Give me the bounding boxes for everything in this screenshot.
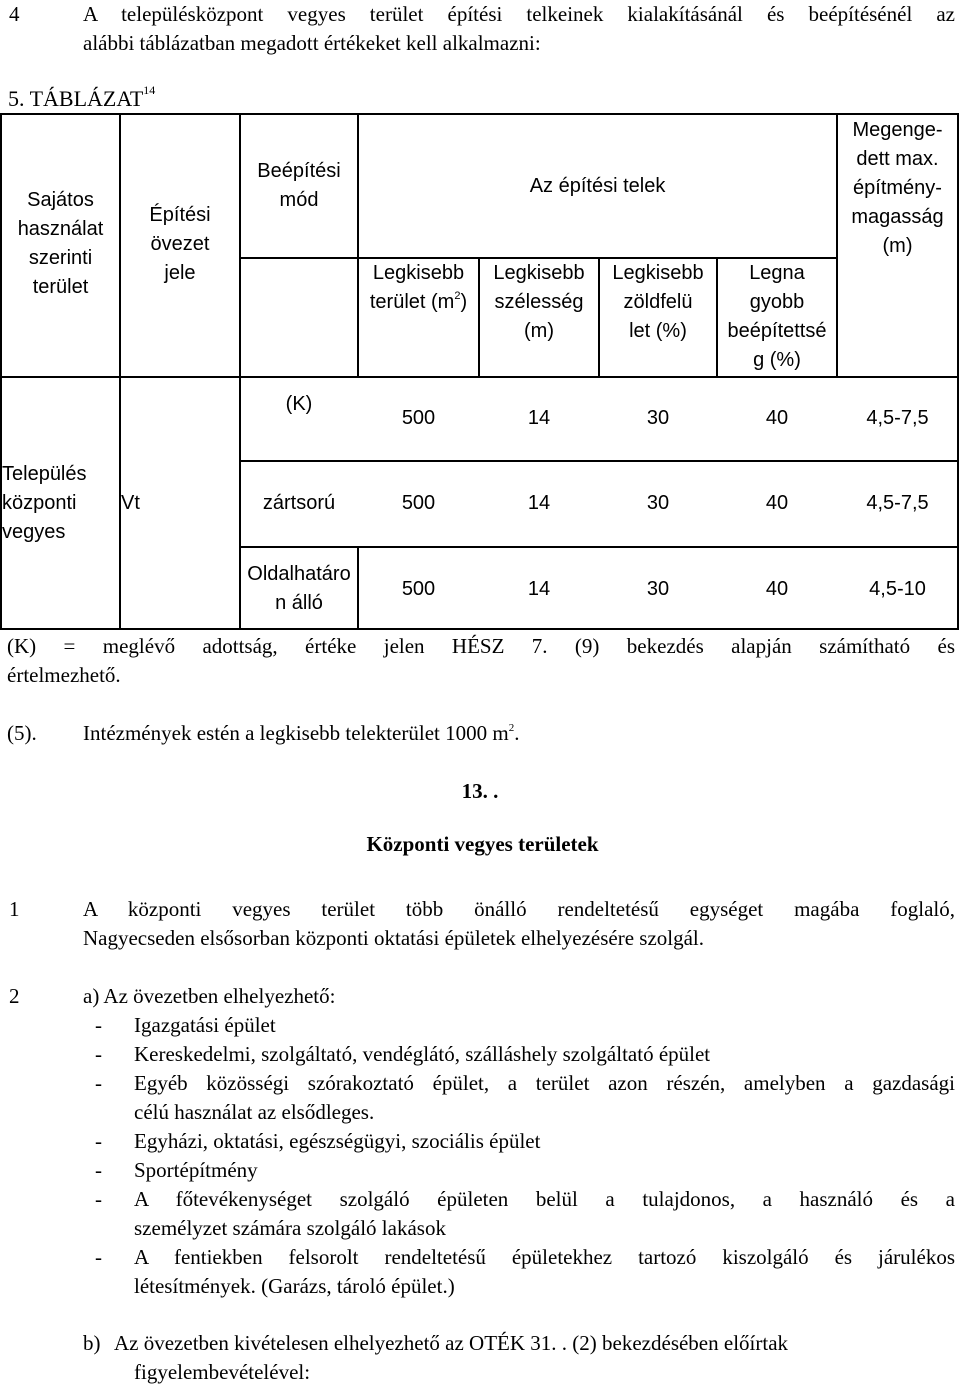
header-text: magasság — [851, 206, 944, 228]
table-title — [8, 84, 155, 113]
list-item-text: Egyéb közösségi szórakoztató épület, a terület azon részén, amelyben a gazdasági — [134, 1071, 955, 1095]
p2-b-line-1: Az övezetben kivételesen elhelyezhető az OTÉK 31. . (2) bekezdésében előírtak — [114, 1331, 789, 1355]
header-epitesi-ovezet — [121, 201, 239, 288]
note-5-tail: . — [514, 721, 520, 745]
header-text: használat — [17, 218, 104, 240]
superscript: 2 — [454, 290, 461, 302]
header-text — [359, 288, 478, 317]
paragraph-number: 4 — [9, 2, 20, 26]
mode-text: Oldalhatáro — [247, 563, 351, 585]
list-dash: - — [95, 1013, 102, 1037]
superscript: 2 — [508, 722, 515, 734]
list-item-text-cont: célú használat az elsődleges. — [134, 1100, 375, 1124]
header-text-part: terület (m — [369, 291, 455, 313]
paragraph-number: 1 — [9, 897, 20, 921]
note-k-line-2: értelmezhető. — [7, 663, 121, 687]
header-text: dett max. — [856, 148, 939, 170]
list-item-text-cont: létesítmények. (Garázs, tároló épület.) — [134, 1274, 455, 1298]
header-legkisebb-zoldfelulet — [600, 259, 716, 346]
value-szelesseg: 14 — [527, 578, 551, 600]
table-rule — [0, 113, 959, 115]
value-zoldfelulet: 30 — [646, 578, 670, 600]
intro-line-2: alábbi táblázatban megadott értékeket kell alkalmazni: — [83, 31, 541, 55]
mode-cell: (K) — [285, 393, 313, 415]
mode-cell: zártsorú — [262, 492, 336, 514]
header-text: Beépítési — [257, 160, 341, 182]
list-dash: - — [95, 1187, 102, 1211]
table-rule — [357, 113, 359, 378]
table-title-label: 5. TÁBLÁZAT — [8, 86, 144, 111]
header-text: zöldfelü — [623, 291, 693, 313]
header-text: Legna — [749, 262, 805, 284]
header-sajatos-hasznalat — [2, 186, 119, 302]
value-magassag: 4,5-7,5 — [866, 492, 929, 514]
list-dash: - — [95, 1158, 102, 1182]
p2-a-label: a) Az övezetben elhelyezhető: — [83, 984, 336, 1008]
header-text: építmény- — [853, 177, 942, 199]
value-zoldfelulet: 30 — [646, 407, 670, 429]
list-item-text: Igazgatási épület — [134, 1013, 276, 1037]
p2-b-label: b) — [83, 1331, 101, 1355]
mode-cell — [241, 560, 357, 618]
value-terulet: 500 — [401, 578, 436, 600]
value-beepitettseg: 40 — [765, 407, 789, 429]
area-text: központi — [2, 492, 77, 514]
value-magassag: 4,5-7,5 — [866, 407, 929, 429]
value-beepitettseg: 40 — [765, 578, 789, 600]
header-text: Legkisebb — [612, 262, 704, 284]
note-5-number: (5). — [7, 721, 37, 745]
header-legnagyobb-beepitettseg — [718, 259, 836, 375]
header-text-part: ) — [460, 291, 468, 313]
header-text: mód — [279, 189, 319, 211]
table-title-footnote: 14 — [143, 83, 156, 97]
list-dash: - — [95, 1245, 102, 1269]
value-terulet: 500 — [401, 492, 436, 514]
note-5-text — [83, 719, 519, 748]
list-dash: - — [95, 1042, 102, 1066]
header-text: terület — [32, 276, 89, 298]
zone-cell: Vt — [121, 492, 140, 514]
mode-text: n álló — [275, 592, 323, 614]
table-rule — [240, 460, 959, 462]
header-text: let (%) — [629, 320, 687, 342]
header-megengedett-magassag — [838, 116, 957, 261]
header-text: g (%) — [753, 349, 801, 371]
section-title: Központi vegyes területek — [366, 832, 599, 856]
table-rule — [240, 546, 959, 548]
header-text: beépítettsé — [727, 320, 827, 342]
area-cell — [2, 460, 87, 547]
list-item-text: Sportépítmény — [134, 1158, 258, 1182]
list-item-text: Kereskedelmi, szolgáltató, vendéglátó, szálláshely szolgáltató épület — [134, 1042, 711, 1066]
area-text: Település — [2, 463, 87, 485]
area-text: vegyes — [2, 521, 66, 543]
note-5-body: Intézmények estén a legkisebb telekterület 1000 m — [83, 721, 509, 745]
header-text: szélesség — [494, 291, 584, 313]
header-text: gyobb — [749, 291, 805, 313]
p1-line-2: Nagyecseden elsősorban központi oktatási épületek elhelyezésére szolgál. — [83, 926, 705, 950]
value-terulet: 500 — [401, 407, 436, 429]
value-zoldfelulet: 30 — [646, 492, 670, 514]
note-k-line-1: (K) = meglévő adottság, értéke jelen HÉSZ 7. (9) bekezdés alapján számítható és — [7, 634, 955, 658]
header-text: (m) — [524, 320, 554, 342]
header-text: Legkisebb — [493, 262, 585, 284]
header-legkisebb-terulet — [359, 259, 478, 317]
list-dash: - — [95, 1071, 102, 1095]
header-legkisebb-szelesseg — [480, 259, 598, 346]
value-szelesseg: 14 — [527, 492, 551, 514]
list-item-text: A fentiekben felsorolt rendeltetésű épületekhez tartozó kiszolgáló és járulékos — [134, 1245, 955, 1269]
table-rule — [119, 113, 121, 630]
header-text: Építési — [149, 204, 211, 226]
header-epitesi-telek: Az építési telek — [529, 175, 666, 197]
header-text: (m) — [882, 235, 913, 257]
p2-b-line-2: figyelembevételével: — [134, 1360, 311, 1384]
header-text: övezet — [150, 233, 210, 255]
header-text: Megenge- — [852, 119, 943, 141]
header-text: jele — [164, 262, 196, 284]
value-szelesseg: 14 — [527, 407, 551, 429]
list-item-text: Egyházi, oktatási, egészségügyi, szociális épület — [134, 1129, 541, 1153]
intro-line-1: A településközpont vegyes terület építési telkeinek kialakításánál és beépítésénél az — [83, 2, 955, 26]
header-beepitesi-mod — [241, 157, 357, 215]
header-text: Sajátos — [27, 189, 94, 211]
value-magassag: 4,5-10 — [869, 578, 926, 600]
value-beepitettseg: 40 — [765, 492, 789, 514]
table-rule — [957, 113, 959, 630]
table-rule — [0, 628, 959, 630]
p1-line-1: A központi vegyes terület több önálló rendeltetésű egységet magába foglaló, — [83, 897, 955, 921]
paragraph-number: 2 — [9, 984, 20, 1008]
list-dash: - — [95, 1129, 102, 1153]
list-item-text: A főtevékenységet szolgáló épületen belül a tulajdonos, a használó és a — [134, 1187, 955, 1211]
header-text: Legkisebb — [372, 262, 465, 284]
list-item-text-cont: személyzet számára szolgáló lakások — [134, 1216, 446, 1240]
section-number: 13. . — [461, 779, 499, 803]
header-text: szerinti — [28, 247, 93, 269]
